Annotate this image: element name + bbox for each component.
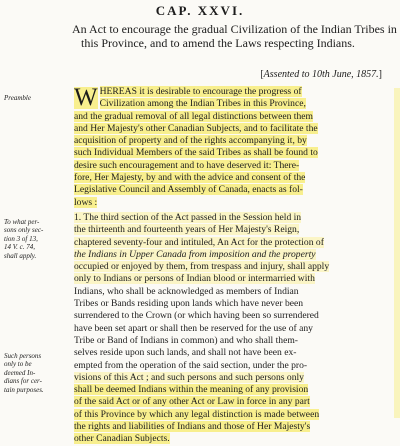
assent-text: Assented to 10th June, 1857. [263, 69, 379, 80]
section-1-paragraph: 1. The third section of the Act passed in the Session held in the thirteenth and fourteenth years of Her Majesty's Reign, chaptered seventy-four and intituled, An Act for the protection of the Indians in Upper Canada from imposition and the property occupied or enjoyed by them, from trespass and injury, shall apply only to Indians or persons of Indian blood or intermarried with Indians, who shall be acknowledged as members of Indian Tribes or Bands residing upon lands which have never been surrendered to the Crown (or which having been so surrendered have been set apart or shall then be reserved for the use of any Tribe or Band of Indians in common) and who shall them- selves reside upon such lands, and shall not have been ex- empted from the operation of the said section, under the pro- visions of this Act ; and such persons and such persons only shall be deemed Indians within the meaning of any provision of the said Act or of any other Act or Law in force in any part of this Province by which any legal distinction is made between the rights and liabilities of Indians and those of Her Majesty's other Canadian Subjects. [74, 212, 330, 445]
chapter-heading: CAP. XXVI. [155, 3, 245, 18]
margin-note-such-persons: Such persons only to be deemed In- dians for cer- tain purposes. [4, 352, 44, 394]
highlight-strip [394, 88, 400, 418]
preamble-paragraph: W HEREAS it is desirable to encourage the progress of Civilization among the Indian Tribes in this Province, and the gradual removal of all legal distinctions between them and Her Majesty's other Canadian Subjects, and to facilitate the acquisition of property and of the rights accompanying it, by such Individual Members of the said Tribes as shall be found to desire such encouragement and to have deserved it: There- fore, Her Majesty, by and with the advice and consent of the Legislative Council and Assembly of Canada, enacts as fol- lows : [74, 84, 318, 208]
margin-note-what-persons: To what per- sons only sec- tion 3 of 13, 14 V. c. 74, shall apply. [4, 218, 44, 260]
assent-date: [Assented to 10th June, 1857.] [260, 69, 382, 80]
drop-cap: W [74, 84, 98, 111]
margin-note-preamble: Preamble [4, 94, 31, 102]
act-title: An Act to encourage the gradual Civilization of the Indian Tribes in this Province, and to amend the Laws respecting Indians. [72, 22, 397, 50]
